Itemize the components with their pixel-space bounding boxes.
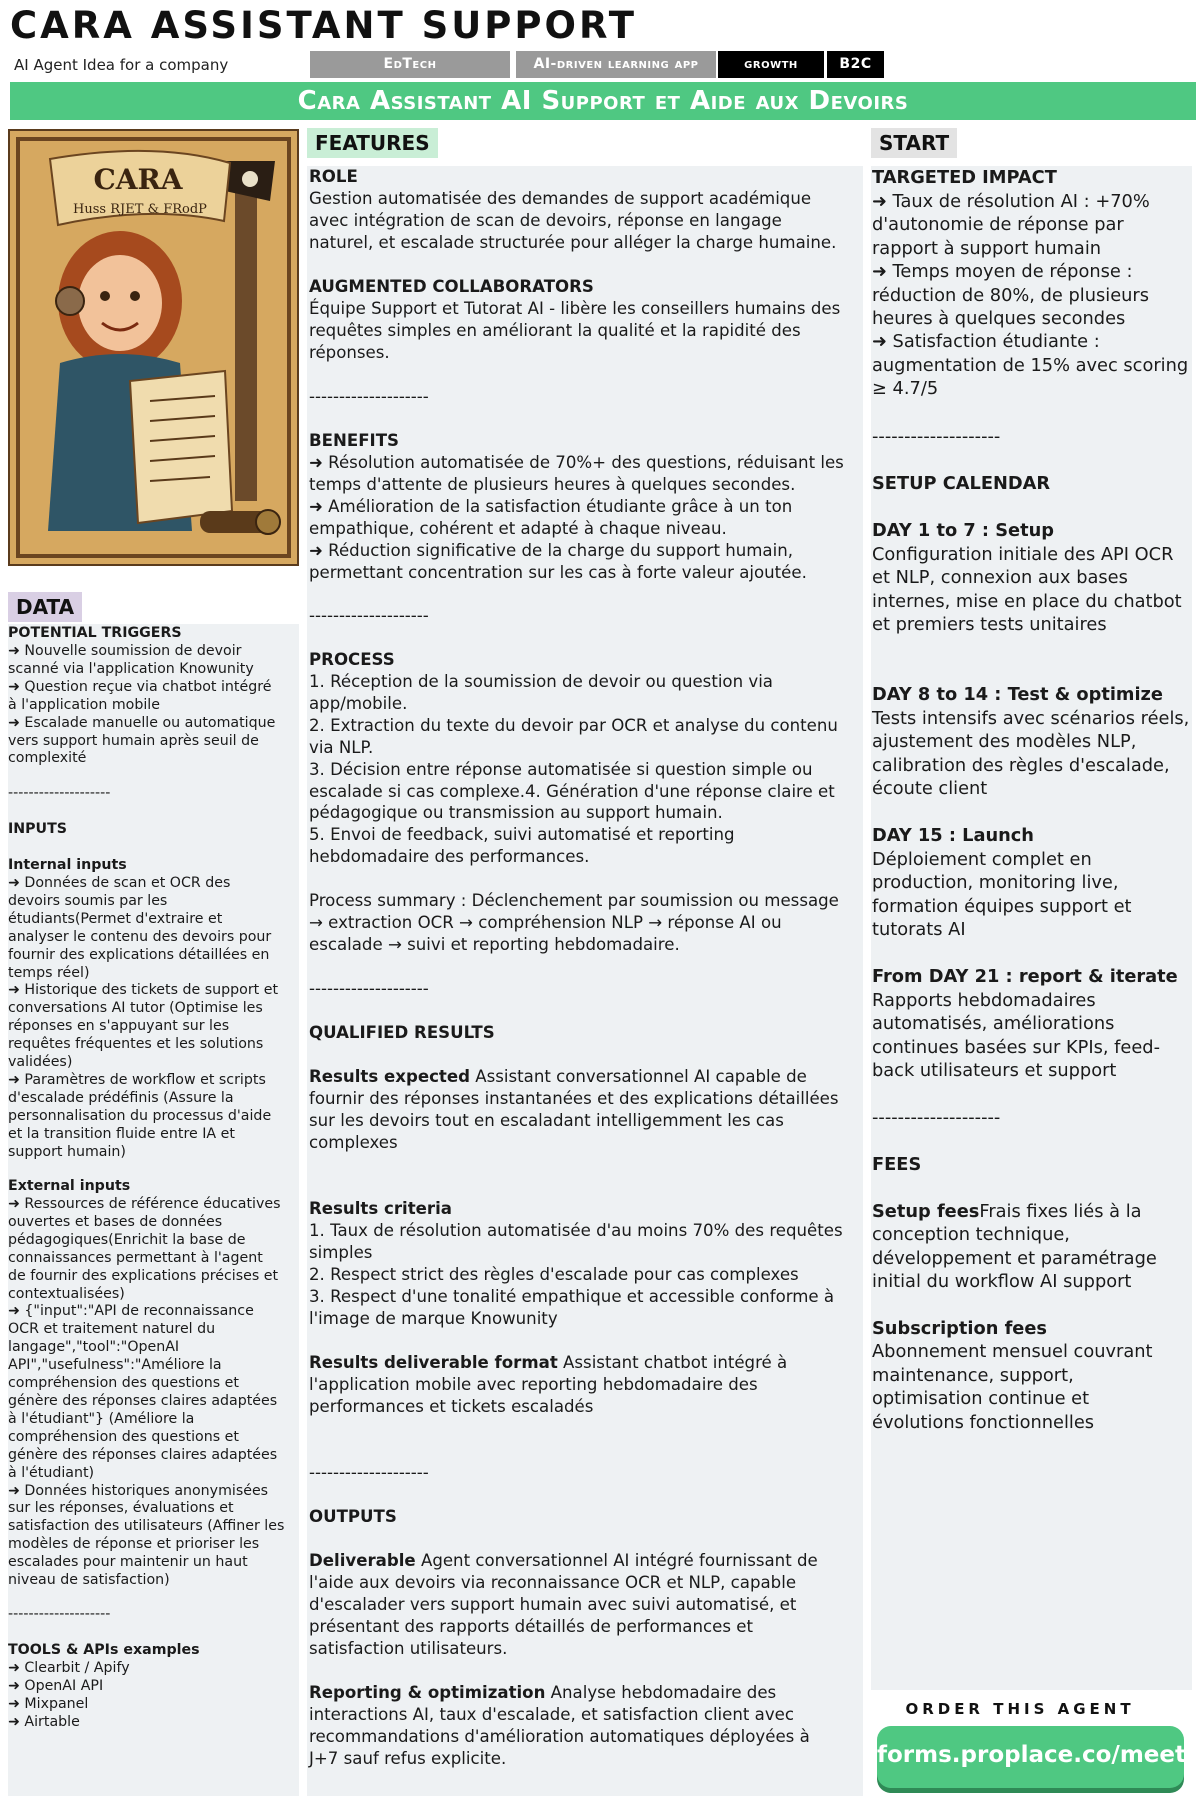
results-format-text: Assistant chatbot intégré à l'application mobile avec reporting hebdomadaire des performances et tickets escaladés: [309, 1353, 788, 1416]
role-title: ROLE: [309, 167, 358, 186]
results-criteria-label: Results criteria: [309, 1199, 452, 1218]
qualified-results-title: QUALIFIED RESULTS: [309, 1023, 495, 1042]
inputs-title: INPUTS: [8, 821, 67, 837]
subscription-fees-label: Subscription fees: [872, 1318, 1048, 1339]
calendar-title: SETUP CALENDAR: [872, 473, 1051, 494]
results-format: [309, 1352, 787, 1418]
collaborators-text: Équipe Support et Tutorat AI - libère les conseillers humains des requêtes simples en améliorant la qualité et la rapidité des réponses.: [309, 299, 841, 362]
day1-title: DAY 1 to 7 : Setup: [872, 520, 1054, 541]
day21-text: Rapports hebdomadaires automatisés, améliorations continues basées sur KPIs, feed- back utilisateurs et support: [872, 990, 1161, 1082]
triggers-title: POTENTIAL TRIGGERS: [8, 625, 182, 641]
pirate-girl-illustration: [10, 131, 297, 564]
outputs-title: OUTPUTS: [309, 1507, 397, 1526]
tag-b2c: B2C: [827, 51, 884, 78]
order-link-button[interactable]: forms.proplace.co/meet: [877, 1726, 1184, 1788]
scroll-subtitle: Huss RJET & FRodP: [73, 202, 207, 217]
day8-title: DAY 8 to 14 : Test & optimize: [872, 684, 1163, 705]
process-title: PROCESS: [309, 650, 395, 669]
benefits-title: BENEFITS: [309, 431, 399, 450]
features-section-label: FEATURES: [307, 128, 438, 158]
impact-text: ➜ Taux de résolution AI : +70% d'autonomie de réponse par rapport à support humain ➜ Temps moyen de réponse : réduction de 80%, de plusieurs heures à quelques secondes ➜ Satisfaction étudiante : augmentation de 15% avec scoring ≥ 4.7/5: [872, 191, 1189, 400]
fees-title: FEES: [872, 1154, 922, 1175]
external-inputs-title: External inputs: [8, 1178, 131, 1194]
day15-text: Déploiement complet en production, monitoring live, formation équipes support et tutorats AI: [872, 849, 1132, 941]
results-expected: [309, 1066, 839, 1154]
subscription-fees-text: Abonnement mensuel couvrant maintenance, support, optimisation continue et évolutions fonctionnelles: [872, 1341, 1153, 1433]
results-format-label: Results deliverable format: [309, 1353, 558, 1372]
deliverable-label: Deliverable: [309, 1551, 416, 1570]
start-separator-2: --------------------: [872, 1107, 1001, 1128]
tools-title: TOOLS & APIs examples: [8, 1642, 200, 1658]
impact-title: TARGETED IMPACT: [872, 167, 1057, 188]
day8-text: Tests intensifs avec scénarios réels, ajustement des modèles NLP, calibration des règles d'escalade, écoute client: [872, 708, 1190, 800]
day21-title: From DAY 21 : report & iterate: [872, 966, 1178, 987]
hero-illustration: [8, 129, 299, 566]
features-separator-1: --------------------: [309, 387, 429, 406]
setup-fees-text: Frais fixes liés à la conception technique, développement et paramétrage initial du workflow AI support: [872, 1201, 1157, 1293]
triggers-list: ➜ Nouvelle soumission de devoir scanné via l'application Knowunity ➜ Question reçue via chatbot intégré à l'application mobile ➜ Escalade manuelle ou automatique vers support humain après seuil de complexité: [8, 643, 276, 767]
benefits-text: ➜ Résolution automatisée de 70%+ des questions, réduisant les temps d'attente de plusieurs heures à quelques secondes. ➜ Amélioration de la satisfaction étudiante grâce à un ton empathique, cohérent et adapté à chaque niveau. ➜ Réduction significative de la charge du support humain, permettant concentration sur les cas à forte valeur ajoutée.: [309, 453, 844, 582]
features-separator-4: --------------------: [309, 1463, 429, 1482]
setup-fees: [872, 1200, 1157, 1294]
page-title: CARA ASSISTANT SUPPORT: [10, 4, 638, 47]
day1-text: Configuration initiale des API OCR et NLP, connexion aux bases internes, mise en place du chatbot et premiers tests unitaires: [872, 544, 1182, 636]
internal-inputs-list: ➜ Données de scan et OCR des devoirs soumis par les étudiants(Permet d'extraire et analyser le contenu des devoirs pour fournir des explications détaillées en temps réel) ➜ Historique des tickets de support et conversations AI tutor (Optimise les réponses en s'appuyant sur les requêtes fréquentes et les solutions validées) ➜ Paramètres de workflow et scripts d'escalade prédéfinis (Assure la personnalisation du processus d'aide et la transition fluide entre IA et support humain): [8, 875, 279, 1160]
deliverable: [309, 1550, 818, 1660]
tools-list: ➜ Clearbit / Apify ➜ OpenAI API ➜ Mixpanel ➜ Airtable: [8, 1660, 130, 1730]
start-section-label: START: [871, 128, 957, 158]
results-expected-label: Results expected: [309, 1067, 470, 1086]
process-steps: 1. Réception de la soumission de devoir ou question via app/mobile. 2. Extraction du texte du devoir par OCR et analyse du contenu via NLP. 3. Décision entre réponse automatisée si question simple ou escalade si cas complexe.4. Génération d'une réponse claire et pédagogique ou transmission au support humain. 5. Envoi de feedback, suivi automatisé et reporting hebdomadaire des performances.: [309, 672, 838, 867]
role-text: Gestion automatisée des demandes de support académique avec intégration de scan de devoirs, réponse en langage naturel, et escalade structurée pour alléger la charge humaine.: [309, 189, 837, 252]
page-subtitle: AI Agent Idea for a company: [14, 56, 229, 74]
collaborators-title: AUGMENTED COLLABORATORS: [309, 277, 594, 296]
data-separator-1: --------------------: [8, 785, 111, 801]
features-separator-3: --------------------: [309, 979, 429, 998]
subscription-fees: [872, 1317, 1152, 1434]
reporting-label: Reporting & optimization: [309, 1683, 546, 1702]
reporting-text: Analyse hebdomadaire des interactions AI, taux d'escalade, et satisfaction client avec recommandations d'amélioration automatiques déployées à J+7 sauf refus explicite.: [309, 1683, 810, 1768]
scroll-title: CARA: [93, 163, 183, 196]
tag-ai-learning-app: AI-driven learning app: [516, 51, 716, 78]
reporting: [309, 1682, 810, 1770]
results-criteria-text: 1. Taux de résolution automatisée d'au moins 70% des requêtes simples 2. Respect strict des règles d'escalade pour cas complexes 3. Respect d'une tonalité empathique et accessible conforme à l'image de marque Knowunity: [309, 1220, 843, 1328]
deliverable-text: Agent conversationnel AI intégré fournissant de l'aide aux devoirs via reconnaissance OCR et NLP, capable d'escalader vers support humain avec suivi automatisé, et présentant des rapports détaillés de performances et satisfaction utilisateurs.: [309, 1551, 818, 1658]
external-inputs-list: ➜ Ressources de référence éducatives ouvertes et bases de données pédagogiques(Enrichit la base de connaissances permettant à l'agent de fournir des explications précises et contextualisées) ➜ {"input":"API de reconnaissance OCR et traitement naturel du langage","tool":"OpenAI API","usefulness":"Améliore la compréhension des questions et génère des réponses claires adaptées à l'étudiant"} (Améliore la compréhension des questions et génère des réponses claires adaptées à l'étudiant) ➜ Données historiques anonymisées sur les réponses, évaluations et satisfaction des utilisateurs (Affiner les modèles de réponse et prioriser les escalades pour maintenir un haut niveau de satisfaction): [8, 1196, 285, 1589]
order-agent-label: ORDER THIS AGENT: [905, 1700, 1135, 1718]
results-criteria: [309, 1198, 843, 1329]
day15-title: DAY 15 : Launch: [872, 825, 1034, 846]
results-expected-text: Assistant conversationnel AI capable de fournir des réponses instantanées et des explications détaillées sur les devoirs tout en escaladant intelligemment les cas complexes: [309, 1067, 839, 1152]
data-separator-2: --------------------: [8, 1606, 111, 1622]
internal-inputs-title: Internal inputs: [8, 857, 127, 873]
data-section-label: DATA: [8, 592, 82, 622]
banner-title: Cara Assistant AI Support et Aide aux Devoirs: [10, 82, 1196, 120]
tag-growth: growth: [718, 51, 824, 78]
tag-edtech: EdTech: [310, 51, 510, 78]
setup-fees-label: Setup fees: [872, 1201, 980, 1222]
start-separator-1: --------------------: [872, 426, 1001, 447]
features-separator-2: --------------------: [309, 606, 429, 625]
process-summary: Process summary : Déclenchement par soumission ou message → extraction OCR → compréhension NLP → réponse AI ou escalade → suivi et reporting hebdomadaire.: [309, 891, 839, 954]
